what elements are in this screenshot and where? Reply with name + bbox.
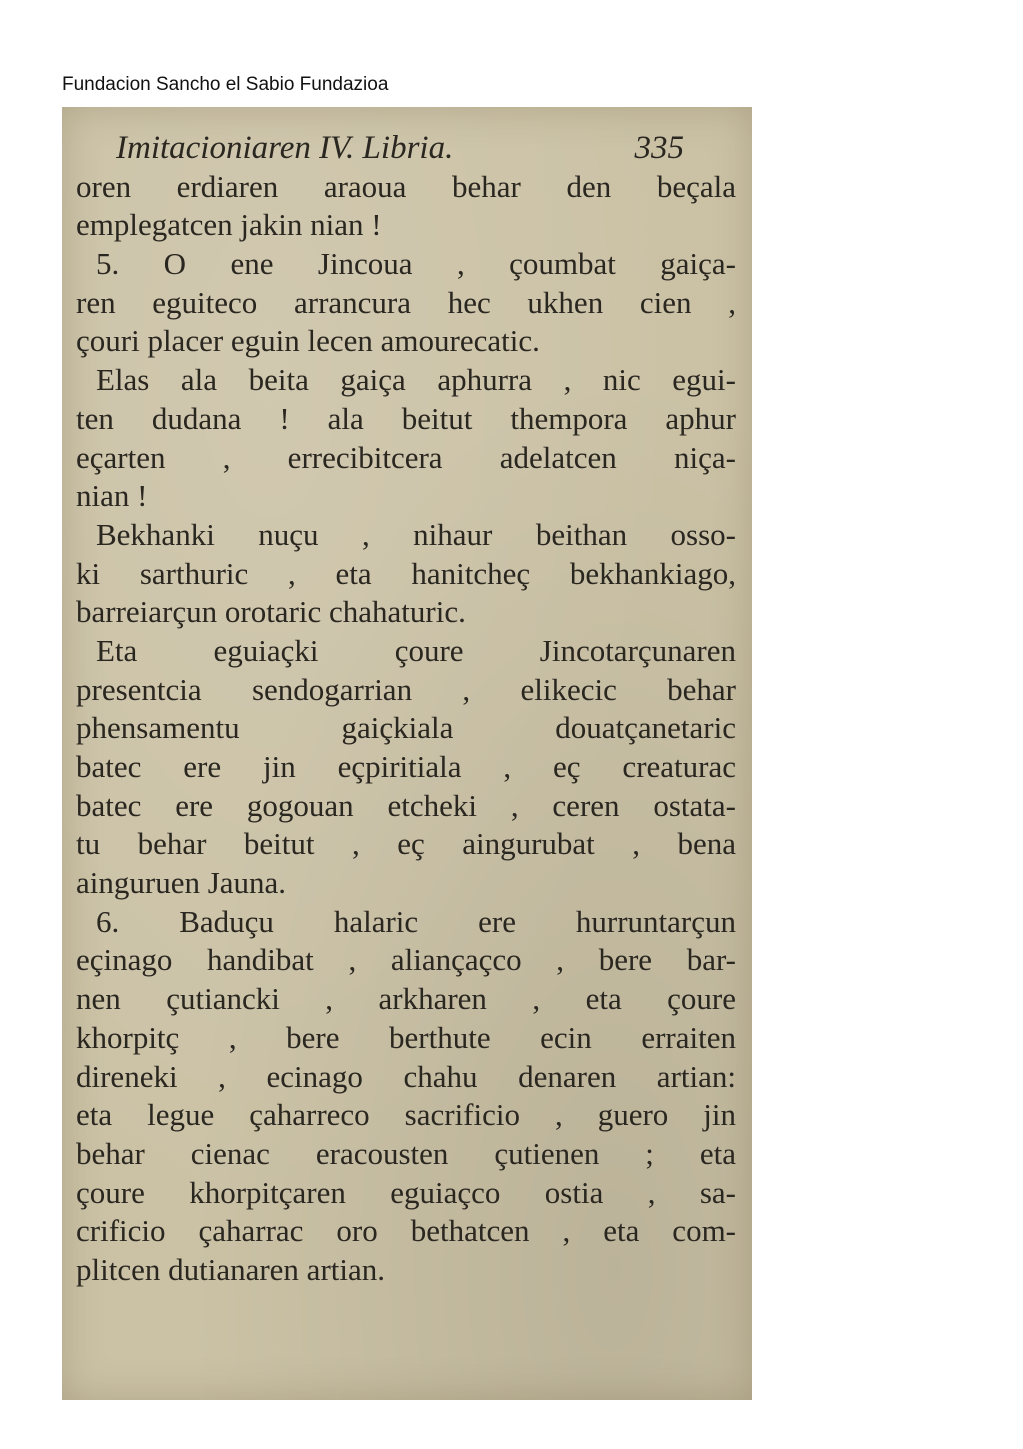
text-line: presentcia sendogarrian , elikecic behar [76, 671, 736, 707]
text-line: phensamentu gaiçkiala douatçanetaric [76, 710, 736, 746]
text-line: Bekhanki nuçu , nihaur beithan osso- [96, 516, 736, 552]
running-head [76, 129, 736, 168]
text-line: ki sarthuric , eta hanitcheç bekhankiago, [76, 555, 736, 591]
text-line: nian ! [76, 478, 148, 514]
page-text [76, 129, 736, 1290]
text-line: 5. O ene Jincoua , çoumbat gaiça- [96, 246, 736, 282]
text-line: ten dudana ! ala beitut thempora aphur [76, 400, 736, 436]
text-line: eçarten , errecibitcera adelatcen niça- [76, 439, 736, 475]
source-header: Fundacion Sancho el Sabio Fundazioa [62, 74, 389, 95]
text-line: batec ere gogouan etcheki , ceren ostata- [76, 787, 736, 823]
text-line: behar cienac eracousten çutienen ; eta [76, 1135, 736, 1171]
text-line: ainguruen Jauna. [76, 865, 287, 901]
text-line: eta legue çaharreco sacrificio , guero jin [76, 1097, 736, 1133]
text-line: ren eguiteco arrancura hec ukhen cien , [76, 284, 736, 320]
scanned-page [62, 107, 752, 1400]
page-number: 335 [634, 130, 684, 166]
text-line: nen çutiancki , arkharen , eta çoure [76, 981, 736, 1017]
text-line: Elas ala beita gaiça aphurra , nic egui- [96, 362, 736, 398]
text-line: barreiarçun orotaric chahaturic. [76, 594, 466, 630]
text-line: çouri placer eguin lecen amourecatic. [76, 323, 540, 359]
text-line: tu behar beitut , eç aingurubat , bena [76, 826, 736, 862]
text-line: plitcen dutianaren artian. [76, 1251, 386, 1287]
text-line: çoure khorpitçaren eguiaçco ostia , sa- [76, 1174, 736, 1210]
text-line: crificio çaharrac oro bethatcen , eta com- [76, 1213, 736, 1249]
text-line: direneki , ecinago chahu denaren artian: [76, 1058, 736, 1094]
text-line: emplegatcen jakin nian ! [76, 207, 382, 243]
running-title: Imitacioniaren IV. Libria. [116, 130, 454, 166]
text-line: eçinago handibat , aliançaçco , bere bar- [76, 942, 736, 978]
text-line: Eta eguiaçki çoure Jincotarçunaren [96, 632, 736, 668]
text-line: khorpitç , bere berthute ecin erraiten [76, 1019, 736, 1055]
text-line: batec ere jin eçpiritiala , eç creaturac [76, 749, 736, 784]
text-line: oren erdiaren araoua behar den beçala [76, 168, 736, 204]
text-line: 6. Baduçu halaric ere hurruntarçun [96, 903, 736, 939]
